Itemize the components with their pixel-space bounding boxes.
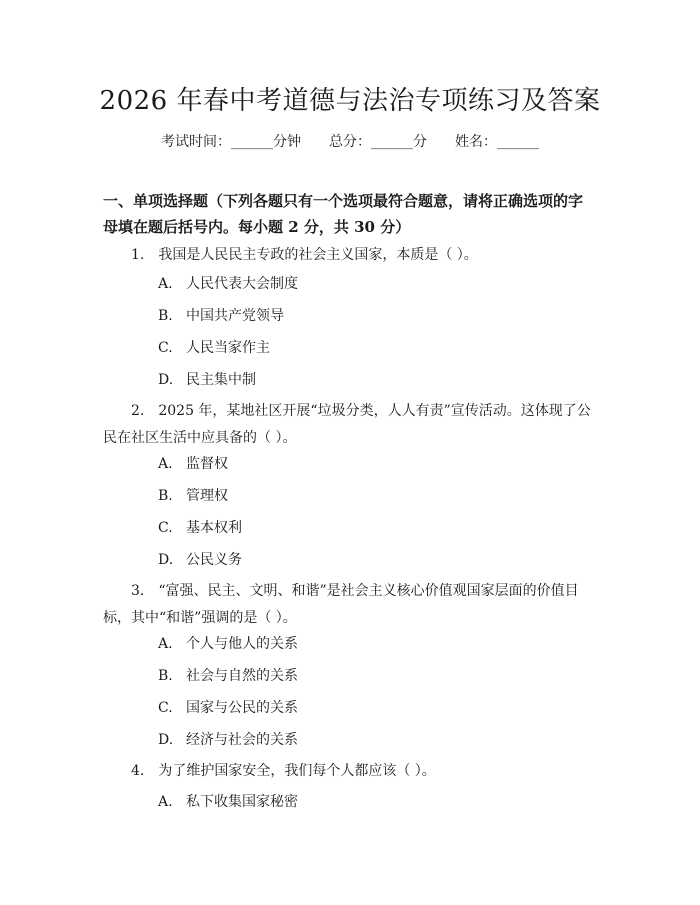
option-letter: A.	[158, 636, 173, 652]
option-letter: A.	[158, 456, 173, 472]
option-text: 经济与社会的关系	[186, 732, 298, 748]
question-1-stem: 1. 我国是人民民主专政的社会主义国家，本质是（ ）。	[131, 247, 478, 263]
question-2-option-c	[158, 518, 242, 538]
question-1-option-d	[158, 370, 256, 390]
question-4-stem: 4. 为了维护国家安全，我们每个人都应该（ ）。	[131, 763, 436, 779]
option-text: 社会与自然的关系	[186, 668, 298, 684]
option-letter: A.	[158, 276, 173, 292]
option-letter: C.	[158, 520, 173, 536]
question-3-option-b	[158, 666, 298, 686]
option-letter: D.	[158, 372, 174, 388]
section-header: 一、单项选择题（下列各题只有一个选项最符合题意，请将正确选项的字母填在题后括号内。每小题 2 分，共 30 分）	[103, 192, 584, 236]
option-letter: B.	[158, 308, 173, 324]
exam-meta	[0, 131, 700, 151]
question-4-option-a	[158, 792, 298, 812]
option-letter: D.	[158, 732, 174, 748]
question-3-option-a	[158, 634, 298, 654]
option-text: 国家与公民的关系	[186, 700, 298, 716]
question-3-stem: 3. “富强、民主、文明、和谐”是社会主义核心价值观国家层面的价值目标，其中“和谐”强调的是（ ）。	[103, 583, 579, 626]
option-text: 个人与他人的关系	[186, 636, 298, 652]
question-2-stem: 2. 2025 年，某地社区开展“垃圾分类，人人有责”宣传活动。这体现了公民在社区生活中应具备的（ ）。	[103, 403, 591, 446]
option-text: 人民当家作主	[186, 340, 270, 356]
option-letter: B.	[158, 488, 173, 504]
option-text: 私下收集国家秘密	[186, 794, 298, 810]
question-3-option-d	[158, 730, 298, 750]
question-2-option-d	[158, 550, 242, 570]
option-letter: B.	[158, 668, 173, 684]
option-letter: C.	[158, 700, 173, 716]
option-text: 人民代表大会制度	[186, 276, 298, 292]
document-title: 2026 年春中考道德与法治专项练习及答案	[99, 86, 601, 116]
exam-time-field: 考试时间：______分钟	[161, 134, 301, 150]
option-text: 管理权	[186, 488, 228, 504]
option-letter: A.	[158, 794, 173, 810]
student-name-field: 姓名：______	[455, 134, 539, 150]
question-1-option-c	[158, 338, 270, 358]
option-text: 中国共产党领导	[186, 308, 284, 324]
total-score-field: 总分：______分	[329, 134, 427, 150]
option-text: 监督权	[186, 456, 228, 472]
option-text: 基本权利	[186, 520, 242, 536]
question-1-option-a	[158, 274, 298, 294]
option-letter: C.	[158, 340, 173, 356]
question-1-option-b	[158, 306, 284, 326]
question-3-option-c	[158, 698, 298, 718]
question-2-option-a	[158, 454, 228, 474]
option-text: 公民义务	[186, 552, 242, 568]
option-text: 民主集中制	[186, 372, 256, 388]
question-2-option-b	[158, 486, 228, 506]
option-letter: D.	[158, 552, 174, 568]
